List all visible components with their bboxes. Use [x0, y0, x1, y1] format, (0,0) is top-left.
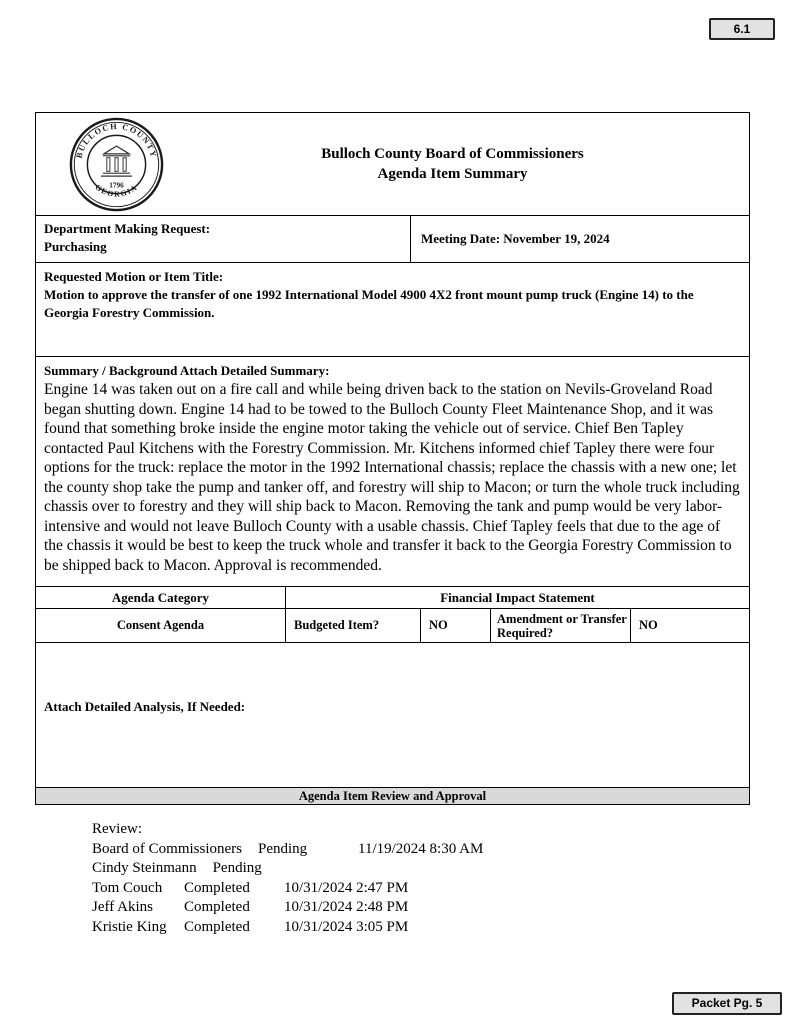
review-time: 10/31/2024 2:48 PM: [284, 899, 409, 915]
review-status: Pending: [258, 840, 308, 857]
review-row: [92, 840, 483, 860]
svg-text:1796: 1796: [108, 180, 124, 189]
motion-label: Requested Motion or Item Title:: [44, 269, 224, 284]
agenda-category-value: Consent Agenda: [36, 609, 286, 642]
department-label: Department Making Request:: [44, 221, 211, 236]
amendment-value: NO: [639, 618, 658, 632]
meeting-date: Meeting Date: November 19, 2024: [421, 231, 610, 246]
summary-text: Engine 14 was taken out on a fire call and while being driven back to the station on Nevils-Groveland Road began shutting down. Engine 14 had to be towed to the Bulloch County Fleet Maintenance Shop, and it was found that something broke inside the engine motor taking the vehicle out of service. Chief Ben Tapley contacted Paul Kitchens with the Forestry Commission. Mr. Kitchens informed chief Tapley there were four options for the truck: replace the motor in the 1992 International chassis; replace the chassis with a new one; let the county shop take the pump and tanker off, and forestry will ship to Macon; or turn the whole truck including chassis over to forestry and they will ship back to Macon. Removing the tank and pump would be very labor-intensive and would not leave Bulloch County with a usable chassis. Chief Tapley feels that due to the age of the chassis it would be best to keep the truck whole and transfer it back to the Georgia Forestry Commission to be shipped back to Macon. Approval is recommended.: [44, 381, 740, 574]
org-title: Bulloch County Board of Commissioners: [321, 146, 584, 162]
category-value-row: [36, 608, 749, 642]
review-row: [92, 898, 483, 918]
financial-impact-header: Financial Impact Statement: [440, 590, 595, 605]
review-status: Completed: [184, 899, 250, 915]
reviewer-name: Board of Commissioners: [92, 840, 242, 857]
review-approval-banner: Agenda Item Review and Approval: [36, 787, 749, 804]
reviewer-name: Jeff Akins: [92, 899, 153, 915]
svg-text:GEORGIA: GEORGIA: [92, 182, 140, 199]
svg-text:BULLOCH COUNTY: BULLOCH COUNTY: [74, 121, 158, 159]
county-seal: [36, 116, 196, 213]
review-status: Completed: [184, 918, 250, 935]
item-number-badge[interactable]: 6.1: [709, 18, 775, 40]
budgeted-item-label: Budgeted Item?: [286, 609, 421, 642]
reviewer-name: Cindy Steinmann: [92, 860, 197, 876]
review-time: 10/31/2024 2:47 PM: [284, 879, 409, 896]
form-title-block: [196, 144, 749, 184]
summary-label: Summary / Background Attach Detailed Summary:: [44, 363, 330, 378]
department-row: [36, 215, 749, 262]
review-row: [92, 879, 483, 899]
doc-title: Agenda Item Summary: [377, 166, 528, 182]
motion-row: [36, 262, 749, 356]
reviewer-name: Kristie King: [92, 918, 167, 935]
category-header-row: [36, 586, 749, 608]
review-heading: Review:: [92, 821, 142, 837]
packet-page-badge[interactable]: Packet Pg. 5: [672, 992, 782, 1015]
review-row: [92, 918, 483, 938]
amendment-label: Amendment or Transfer Required?: [491, 609, 631, 642]
review-status: Completed: [184, 879, 250, 896]
department-value: Purchasing: [44, 239, 107, 254]
motion-text: Motion to approve the transfer of one 1992 International Model 4900 4X2 front mount pump truck (Engine 14) to the Georgia Forestry Commission.: [44, 287, 694, 320]
reviewer-name: Tom Couch: [92, 879, 163, 896]
summary-row: [36, 356, 749, 586]
review-block: [92, 820, 483, 937]
analysis-label: Attach Detailed Analysis, If Needed:: [44, 699, 246, 714]
agenda-category-header: Agenda Category: [36, 587, 286, 608]
analysis-row: [36, 642, 749, 787]
form-header-row: [36, 113, 749, 215]
budgeted-item-value: NO: [421, 609, 491, 642]
county-seal-icon: [68, 116, 165, 213]
review-time: 11/19/2024 8:30 AM: [358, 840, 484, 857]
review-time: 10/31/2024 3:05 PM: [284, 918, 409, 935]
review-row: [92, 859, 483, 879]
agenda-item-summary-form: [35, 112, 750, 805]
review-status: Pending: [212, 860, 262, 876]
department-cell: [36, 216, 411, 262]
